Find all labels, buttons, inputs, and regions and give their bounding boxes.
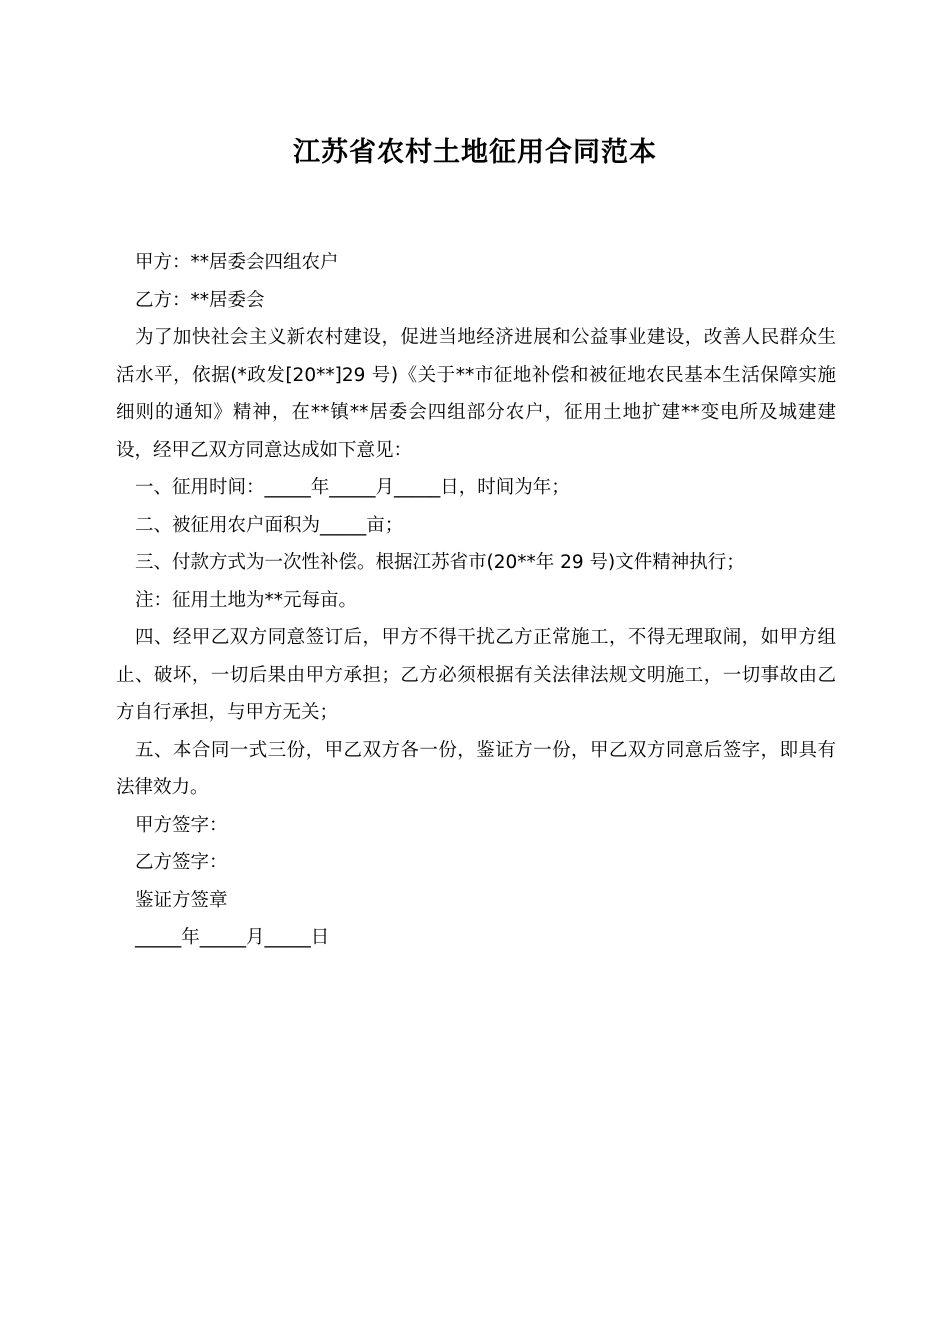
party-a-line: 甲方：**居委会四组农户: [135, 252, 339, 273]
clause-1-time: 一、征用时间：_____年_____月_____日，时间为年；: [135, 477, 570, 498]
party-a-signature: 甲方签字：: [135, 814, 228, 836]
document-body: [116, 244, 836, 957]
clause-3-payment: 三、付款方式为一次性补偿。根据江苏省市(20**年 29 号)文件精神执行；: [135, 552, 745, 573]
clause-4-obligations: 四、经甲乙双方同意签订后，甲方不得干扰乙方正常施工，不得无理取闹，如甲方组止、破坏，一切后果由甲方承担；乙方必须根据有关法律法规文明施工，一切事故由乙方自行承担，与甲方无关；: [116, 627, 836, 723]
witness-seal: 鉴证方签章: [135, 889, 228, 911]
clause-5-copies: 五、本合同一式三份，甲乙双方各一份，鉴证方一份，甲乙双方同意后签字，即具有法律效力。: [116, 739, 836, 798]
signing-date: _____年_____月_____日: [135, 927, 330, 948]
party-b-signature: 乙方签字：: [135, 852, 228, 873]
clause-2-area: 二、被征用农户面积为_____亩；: [135, 514, 404, 536]
party-b-line: 乙方：**居委会: [135, 289, 265, 311]
document-title: 江苏省农村土地征用合同范本: [293, 137, 657, 168]
preamble-paragraph: 为了加快社会主义新农村建设，促进当地经济进展和公益事业建设，改善人民群众生活水平，依据(*政发[20**]29 号)《关于**市征地补偿和被征地农民基本生活保障实施细则的通知》精神，在**镇**居委会四组部分农户，征用土地扩建**变电所及城建建设，经甲乙双方同意达成如下意见：: [116, 327, 836, 461]
note-line: 注：征用土地为**元每亩。: [135, 589, 358, 611]
